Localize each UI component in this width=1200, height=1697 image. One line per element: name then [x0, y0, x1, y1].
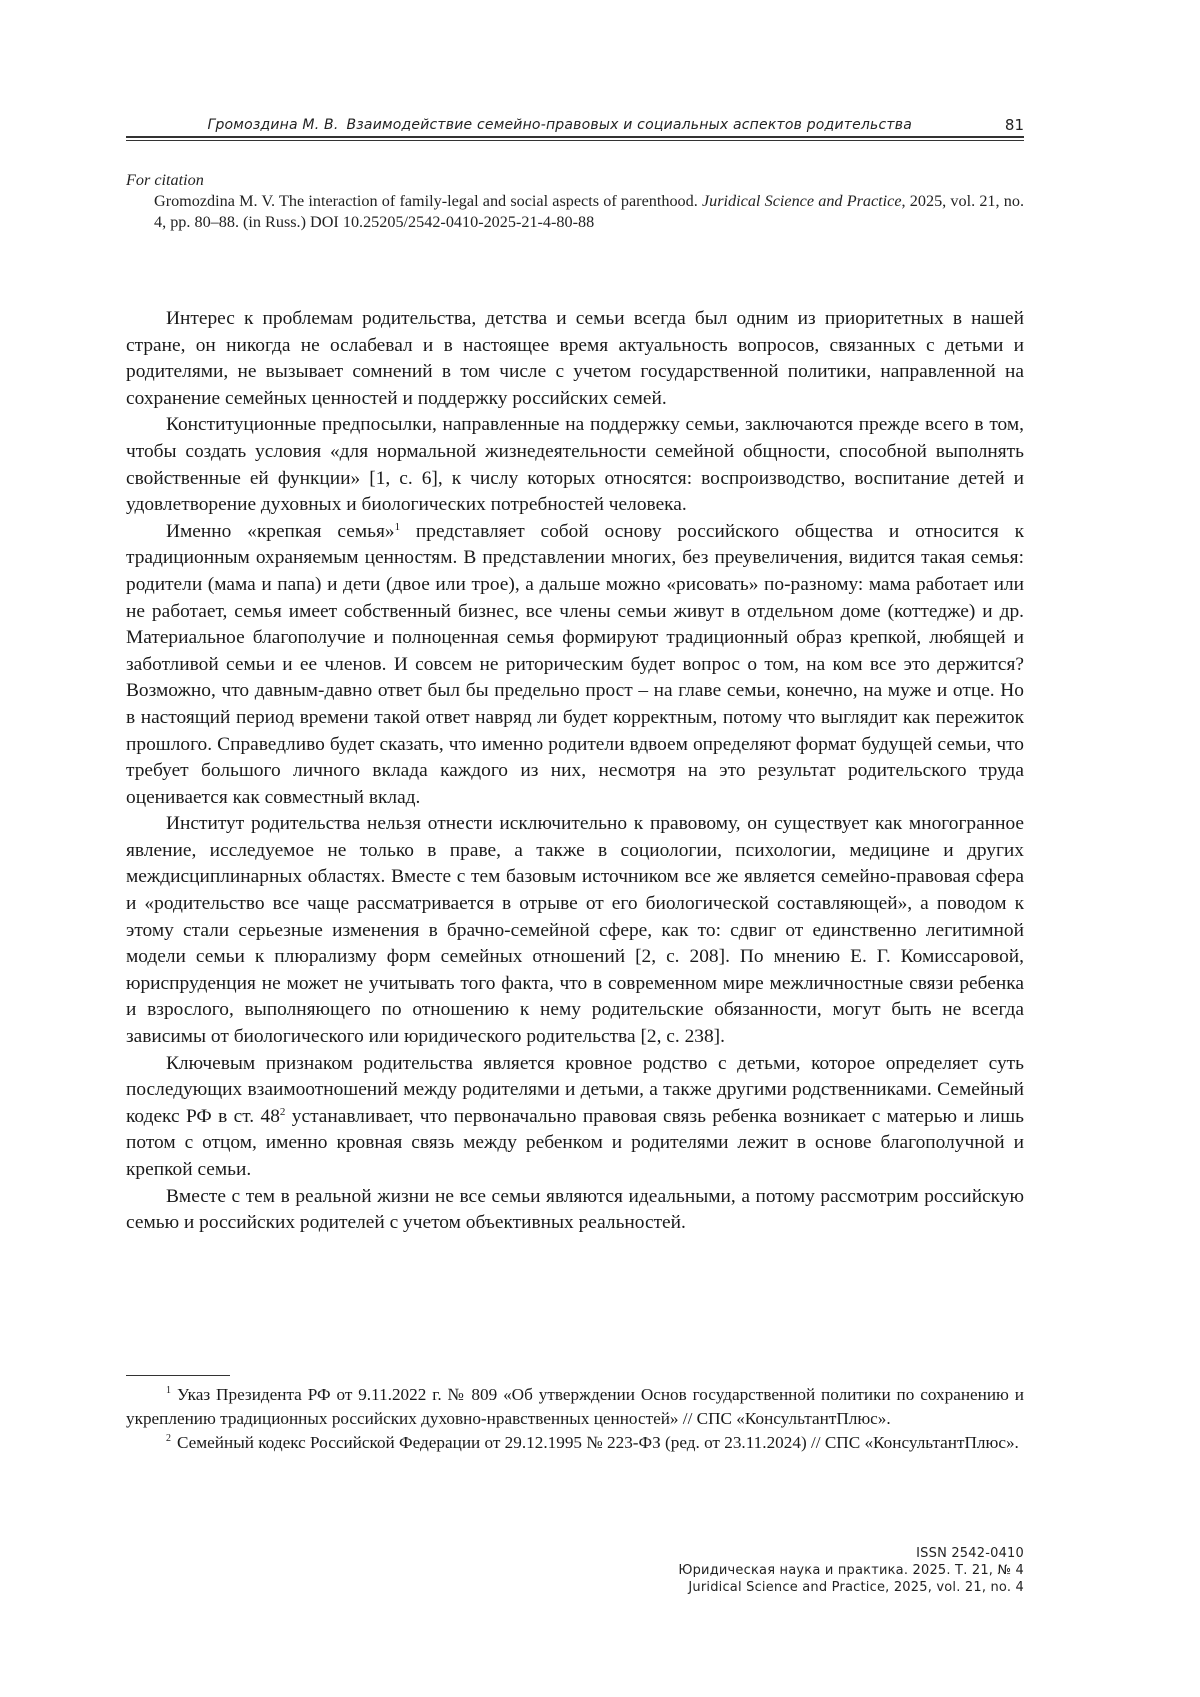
paragraph-3-start: Именно «крепкая семья» — [166, 520, 395, 542]
paragraph-5-rest: устанавливает, что первоначально правовая связь ребенка возникает с матерью и лишь потом с отцом, именно кровная связь между ребенком и родителями лежит в основе благополучной и крепкой семьи. — [126, 1105, 1024, 1180]
running-title — [207, 117, 912, 133]
paragraph-2: Конституционные предпосылки, направленные на поддержку семьи, заключаются прежде всего в том, чтобы создать условия «для нормальной жизнедеятельности семейной общности, способной выполнять свойственные ей функции» [1, с. 6], к числу которых относятся: воспроизводство, воспитание детей и удовлетворение духовных и биологических потребностей человека. — [126, 414, 1024, 516]
citation-block — [126, 170, 1024, 233]
article-body — [126, 306, 1024, 1237]
header-article-title: Взаимодействие семейно-правовых и социальных аспектов родительства — [346, 117, 912, 133]
paragraph-4: Институт родительства нельзя отнести исключительно к правовому, он существует как многогранное явление, исследуемое не только в праве, а также в социологии, психологии, медицине и других междисциплинарных областях. Вместе с тем базовым источником все же является семейно-правовая сфера и «родительство все чаще рассматривается в отрыве от его биологической составляющей», а поводом к этому стали серьезные изменения в брачно-семейной сфере, как то: сдвиг от единственно легитимной модели семьи к плюрализму форм семейных отношений [2, с. 208]. По мнению Е. Г. Комиссаровой, юриспруденция не может не учитывать того факта, что в современном мире межличностные связи ребенка и взрослого, выполняющего по отношению к нему родительские обязанности, могут быть не всегда зависимы от биологического или юридического родительства [2, с. 238]. — [126, 813, 1024, 1048]
paragraph-5-start: Ключевым признаком родительства является кровное родство с детьми, которое определяет суть последующих взаимоотношений между родителями и детьми, а также другими родственниками. Семейный кодекс РФ в ст. 48 — [126, 1052, 1024, 1127]
footnotes — [126, 1383, 1024, 1455]
footnote-mark-2: 2 — [166, 1433, 171, 1444]
footnote-separator — [126, 1375, 230, 1376]
citation-journal: Juridical Science and Practice — [701, 192, 902, 210]
paragraph-1: Интерес к проблемам родительства, детства и семьи всегда был одним из приоритетных в нашей стране, он никогда не ослабевал и в настоящее время актуальность вопросов, связанных с детьми и родителями, не вызывает сомнений в том числе с учетом государственной политики, направленной на сохранение семейных ценностей и поддержку российских семей. — [126, 308, 1024, 409]
footnote-text-1: Указ Президента РФ от 9.11.2022 г. № 809 «Об утверждении Основ государственной политики по сохранению и укреплению традиционных российских духовно-нравственных ценностей» // СПС «КонсультантПлюс». — [126, 1385, 1024, 1428]
footnote-text-2: Семейный кодекс Российской Федерации от 29.12.1995 № 223-ФЗ (ред. от 23.11.2024) // СПС «КонсультантПлюс». — [177, 1433, 1019, 1452]
journal-footer — [678, 1545, 1024, 1596]
footnote-2 — [126, 1431, 1024, 1455]
citation-text — [126, 191, 1024, 233]
paragraph-3-rest: представляет собой основу российского общества и относится к традиционным охраняемым ценностям. В представлении многих, без преувеличения, видится такая семья: родители (мама и папа) и дети (двое или трое), а дальше можно «рисовать» по-разному: мама работает или не работает, семья имеет собственный бизнес, все члены семьи живут в отдельном доме (коттедже) и др. Материальное благополучие и полноценная семья формируют традиционный образ крепкой, любящей и заботливой семьи и ее членов. И совсем не риторическим будет вопрос о том, на ком все это держится? Возможно, что давным-давно ответ был бы предельно прост – на главе семьи, конечно, на муже и отце. Но в настоящий период времени такой ответ навряд ли будет корректным, потому что выглядит как пережиток прошлого. Справедливо будет сказать, что именно родители вдвоем определяют формат будущей семьи, что требует большого личного вклада каждого из них, несмотря на это результат родительского труда оценивается как совместный вклад. — [126, 520, 1024, 808]
footnote-mark-1: 1 — [166, 1385, 171, 1396]
header-rule-thick — [126, 136, 1024, 138]
footnote-ref-1[interactable]: 1 — [394, 520, 401, 533]
citation-label: For citation — [126, 171, 204, 189]
footer-en-line: Juridical Science and Practice, 2025, vol. 21, no. 4 — [688, 1580, 1024, 1595]
footer-ru-line: Юридическая наука и практика. 2025. Т. 21, № 4 — [678, 1563, 1024, 1578]
citation-text-before: Gromozdina M. V. The interaction of family-legal and social aspects of parenthood. — [154, 192, 702, 210]
issn: ISSN 2542-0410 — [916, 1546, 1024, 1561]
citation-text-after: , 2025, vol. 21, no. 4, pp. 80–88. (in Russ.) DOI 10.25205/2542-0410-2025-21-4-80-88 — [154, 192, 1024, 231]
paragraph-5 — [126, 1051, 1024, 1184]
running-header — [126, 114, 1024, 136]
footnote-ref-2[interactable]: 2 — [279, 1105, 286, 1118]
paragraph-3 — [126, 519, 1024, 812]
page-number: 81 — [1004, 116, 1024, 134]
header-authors: Громоздина М. В. — [207, 117, 339, 133]
paragraph-6: Вместе с тем в реальной жизни не все семьи являются идеальными, а потому рассмотрим российскую семью и российских родителей с учетом объективных реальностей. — [126, 1185, 1024, 1234]
header-rule-thin — [126, 140, 1024, 141]
footnote-1 — [126, 1383, 1024, 1431]
